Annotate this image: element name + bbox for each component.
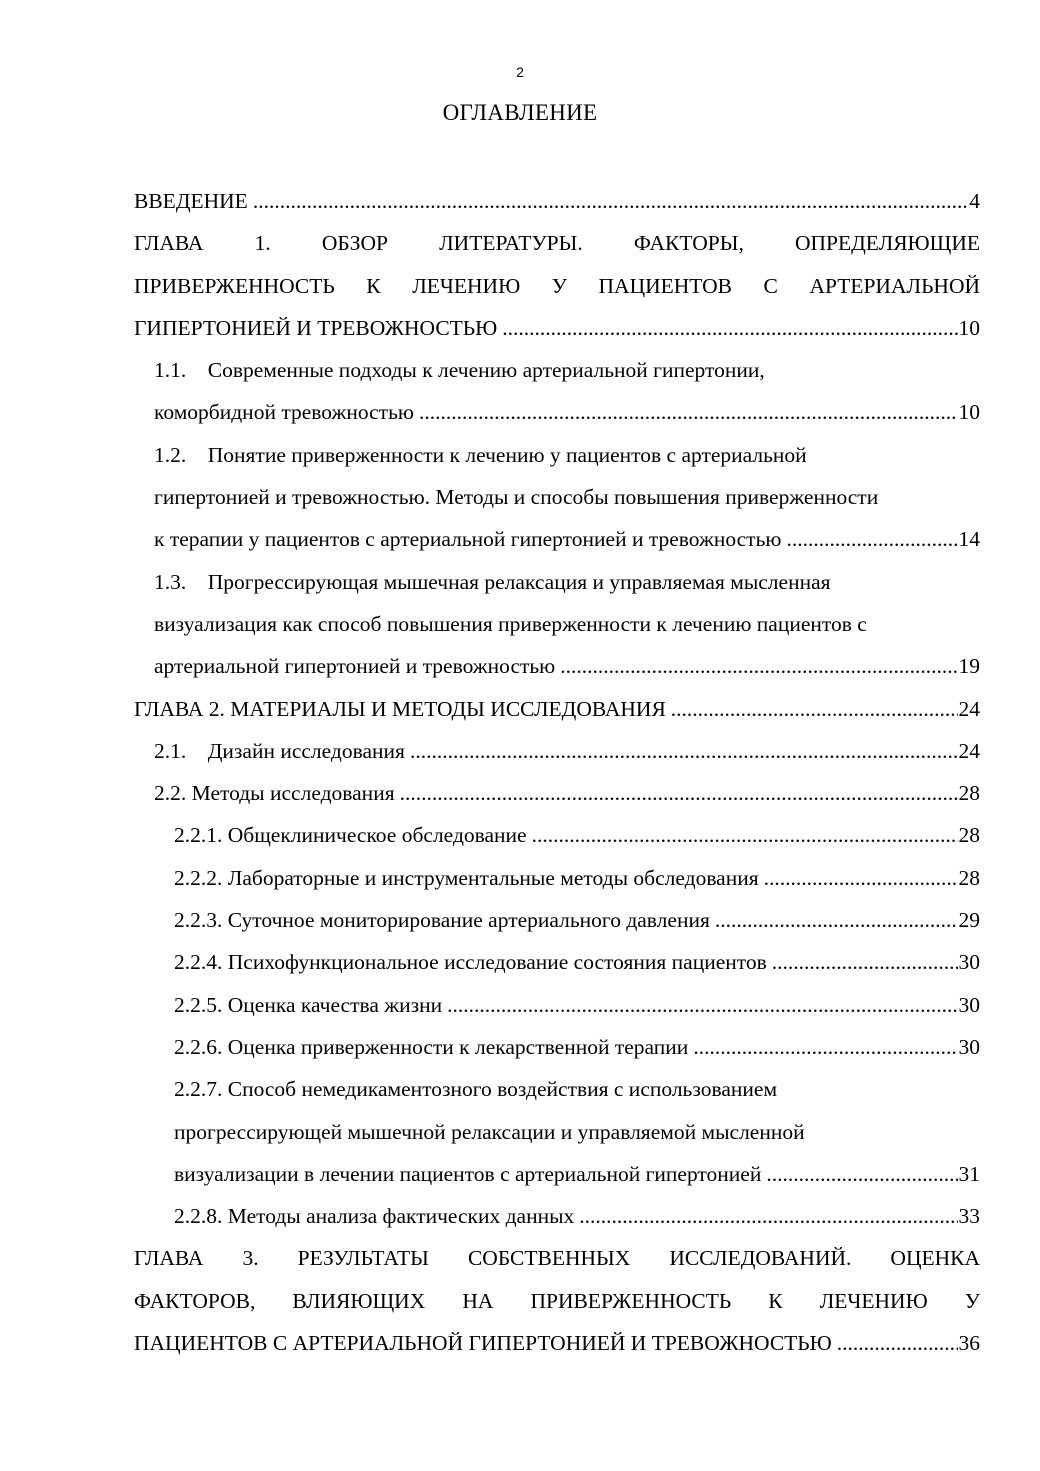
dot-leader — [715, 899, 958, 941]
toc-page-number: 33 — [958, 1204, 980, 1229]
dot-leader — [419, 391, 958, 433]
toc-entry-chapter-3[interactable] — [134, 1237, 980, 1364]
toc-page-number: 24 — [958, 738, 980, 763]
toc-page-number: 30 — [958, 1034, 980, 1059]
toc-entry-line: ПРИВЕРЖЕННОСТЬ К ЛЕЧЕНИЮ У ПАЦИЕНТОВ С АРТЕРИАЛЬНОЙ — [134, 273, 980, 298]
table-of-contents — [134, 180, 980, 1364]
toc-entry-section-2-2-4[interactable] — [134, 941, 980, 983]
toc-page-number: 10 — [958, 400, 980, 425]
toc-entry-line: ГЛАВА 1. ОБЗОР ЛИТЕРАТУРЫ. ФАКТОРЫ, ОПРЕДЕЛЯЮЩИЕ — [134, 231, 980, 256]
toc-entry-text: визуализации в лечении пациентов с артериальной гипертонией — [174, 1161, 762, 1186]
toc-page-number: 19 — [958, 654, 980, 679]
toc-entry-text: ГИПЕРТОНИЕЙ И ТРЕВОЖНОСТЬЮ — [134, 315, 498, 340]
toc-entry-line: визуализация как способ повышения приверженности к лечению пациентов с — [154, 611, 867, 636]
dot-leader — [502, 307, 957, 349]
toc-entry-section-2-2-2[interactable] — [134, 857, 980, 899]
dot-leader — [693, 1026, 957, 1068]
toc-entry-chapter-1[interactable] — [134, 222, 980, 349]
toc-entry-chapter-2[interactable] — [134, 688, 980, 730]
toc-entry-text: 2.2.4. Психофункциональное исследование состояния пациентов — [174, 950, 767, 975]
toc-entry-section-1-2[interactable] — [134, 434, 980, 561]
toc-page-number: 24 — [958, 696, 980, 721]
toc-page-number: 30 — [958, 992, 980, 1017]
toc-entry-section-2-2-3[interactable] — [134, 899, 980, 941]
toc-page-number: 28 — [958, 823, 980, 848]
toc-entry-text: артериальной гипертонией и тревожностью — [154, 654, 556, 679]
dot-leader — [764, 857, 958, 899]
toc-page-number: 29 — [958, 908, 980, 933]
toc-page-number: 28 — [958, 781, 980, 806]
toc-entry-text: 2.2.5. Оценка качества жизни — [174, 992, 443, 1017]
toc-page-number: 4 — [969, 189, 980, 213]
toc-entry-section-2-2[interactable] — [134, 772, 980, 814]
toc-entry-text: 2.2.1. Общеклиническое обследование — [174, 823, 527, 848]
toc-entry-text: ПАЦИЕНТОВ С АРТЕРИАЛЬНОЙ ГИПЕРТОНИЕЙ И ТРЕВОЖНОСТЬЮ — [134, 1331, 832, 1356]
dot-leader — [772, 941, 958, 983]
toc-entry-text: к терапии у пациентов с артериальной гипертонией и тревожностью — [154, 527, 782, 552]
dot-leader — [786, 518, 957, 560]
dot-leader — [400, 772, 958, 814]
toc-entry-text: ГЛАВА 2. МАТЕРИАЛЫ И МЕТОДЫ ИССЛЕДОВАНИЯ — [134, 696, 666, 721]
dot-leader — [253, 180, 968, 222]
toc-entry-section-2-2-5[interactable] — [134, 984, 980, 1026]
toc-entry-text: ВВЕДЕНИЕ — [134, 189, 248, 213]
toc-entry-line: гипертонией и тревожностью. Методы и способы повышения приверженности — [154, 485, 879, 510]
dot-leader — [560, 645, 957, 687]
dot-leader — [410, 730, 958, 772]
toc-entry-section-2-2-8[interactable] — [134, 1195, 980, 1237]
toc-entry-text: 2.2.2. Лабораторные и инструментальные методы обследования — [174, 865, 759, 890]
toc-entry-section-1-3[interactable] — [134, 561, 980, 688]
toc-entry-line: ГЛАВА 3. РЕЗУЛЬТАТЫ СОБСТВЕННЫХ ИССЛЕДОВАНИЙ. ОЦЕНКА — [134, 1246, 980, 1271]
toc-page-number: 30 — [958, 950, 980, 975]
toc-entry-section-2-2-7[interactable] — [134, 1068, 980, 1195]
toc-entry-text: 2.2.6. Оценка приверженности к лекарственной терапии — [174, 1034, 689, 1059]
dot-leader — [447, 984, 957, 1026]
toc-entry-text: 2.2. Методы исследования — [154, 781, 395, 806]
toc-entry-section-2-2-1[interactable] — [134, 814, 980, 856]
toc-entry-section-2-1[interactable] — [134, 730, 980, 772]
toc-page-number: 31 — [958, 1161, 980, 1186]
toc-entry-introduction[interactable] — [134, 180, 980, 222]
toc-entry-text: 2.2.3. Суточное мониторирование артериального давления — [174, 908, 710, 933]
dot-leader — [579, 1195, 957, 1237]
toc-entry-text: коморбидной тревожностью — [154, 400, 414, 425]
toc-entry-section-1-1[interactable] — [134, 349, 980, 434]
dot-leader — [766, 1153, 957, 1195]
toc-entry-line: 1.1. Современные подходы к лечению артериальной гипертонии, — [154, 358, 765, 383]
dot-leader — [532, 814, 958, 856]
page-number: 2 — [516, 64, 524, 80]
toc-page-number: 14 — [958, 527, 980, 552]
toc-entry-line: 1.3. Прогрессирующая мышечная релаксация и управляемая мысленная — [154, 569, 831, 594]
toc-page-number: 36 — [958, 1331, 980, 1356]
toc-entry-line: 2.2.7. Способ немедикаментозного воздействия с использованием — [174, 1077, 778, 1102]
dot-leader — [671, 688, 958, 730]
toc-entry-text: 2.1. Дизайн исследования — [154, 738, 405, 763]
toc-page-number: 10 — [958, 315, 980, 340]
toc-entry-line: ФАКТОРОВ, ВЛИЯЮЩИХ НА ПРИВЕРЖЕННОСТЬ К ЛЕЧЕНИЮ У — [134, 1288, 980, 1313]
toc-entry-section-2-2-6[interactable] — [134, 1026, 980, 1068]
dot-leader — [837, 1322, 958, 1364]
toc-entry-line: 1.2. Понятие приверженности к лечению у пациентов с артериальной — [154, 442, 807, 467]
toc-entry-line: прогрессирующей мышечной релаксации и управляемой мысленной — [174, 1119, 805, 1144]
toc-page-number: 28 — [958, 865, 980, 890]
toc-title: ОГЛАВЛЕНИЕ — [442, 100, 598, 125]
toc-entry-text: 2.2.8. Методы анализа фактических данных — [174, 1204, 575, 1229]
